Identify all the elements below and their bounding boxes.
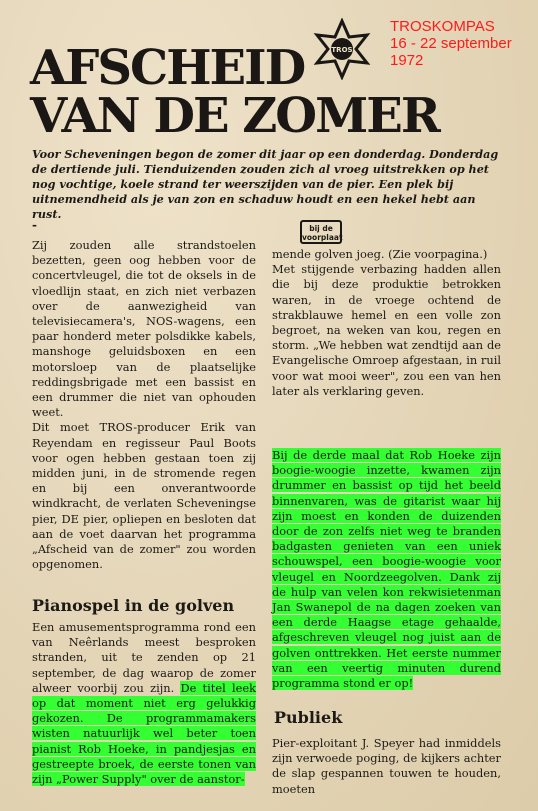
col2-highlighted-text: Bij de derde maal dat Rob Hoeke zijn boogie-woogie inzette, kwamen zijn drummer en bassist op tijd het beeld binnenvaren, was de gitarist waar hij zijn moest en konden de duizenden door de zon zelfs niet weg te branden badgasten genieten van een uniek schouwspel, een boogie-woogie voor vleugel en Noordzeegolven. Dank zij de hulp van velen kon rekwisietenman Jan Swanepol de na dagen zoeken van een derde Haagse etage gehaalde, afgeschreven vleugel nog juist aan de golven onttrekken. Het eerste nummer van een veertig minuten durend programma stond er op! [272, 448, 501, 691]
intro-dash: - [32, 218, 37, 232]
stamp-magazine: TROSKOMPAS [390, 18, 495, 35]
col2-paragraph-4: Pier-exploitant J. Speyer had inmiddels zijn verwoede poging, de kijkers achter de slap gespannen touwen te houden, moeten [272, 736, 501, 796]
column-1-bottom [32, 620, 256, 787]
column-2-top [272, 247, 501, 399]
intro-paragraph: Voor Scheveningen begon de zomer dit jaar op een donderdag. Donderdag de dertiende juli. Tienduizenden zouden zich al vroeg uitstrekken op het nog vochtige, koele strand ter weerszijden van de pier. Een plek bij uitnemendheid als je van zon en schaduw houdt en een hekel hebt aan rust. [32, 147, 499, 221]
column-1-top [32, 238, 256, 572]
badge-line-1: bij de [309, 224, 333, 233]
col1-paragraph-3: Een amusementsprogramma rond een van Neêrlands meest besproken stranden, uit te zenden op 21 september, de dag waarop de zomer alweer voorbij zou zijn. [32, 620, 256, 695]
col2-paragraph-1: mende golven joeg. (Zie voorpagina.) [272, 247, 488, 261]
col1-paragraph-1: Zij zouden alle strandstoelen bezetten, geen oog hebben voor de concertvleugel, die tot de oksels in de vloedlijn staat, en zich niet verbazen over de aanwezigheid van televisiecamera's, NOS-wagens, een paar honderd meter polsdikke kabels, manshoge geluidsboxen en een motorsloep van de plaatselijke reddingsbrigade met een bassist en een drummer die niet van ophouden weet. [32, 238, 256, 420]
subhead-pianospel: Pianospel in de golven [32, 596, 235, 615]
logo-text: TROS [331, 46, 353, 54]
stamp-year: 1972 [390, 52, 424, 69]
column-2-bottom [272, 736, 501, 797]
headline-line-1: AFSCHEID [30, 40, 305, 96]
bij-de-voorplaat-badge [300, 220, 342, 244]
stamp-dates: 16 - 22 september [390, 35, 512, 52]
headline-line-2: VAN DE ZOMER [30, 88, 439, 144]
column-2-highlight [272, 448, 501, 691]
col2-paragraph-2: Met stijgende verbazing hadden allen die bij deze produktie betrokken waren, in de vroege ochtend de strakblauwe hemel en een volle zon begroet, na weken van kou, regen en storm. „We hebben wat zendtijd aan de Evangelische Omroep afgestaan, in ruil voor wat mooi weer", zou een van hen later als verklaring geven. [272, 262, 501, 398]
subhead-publiek: Publiek [274, 708, 343, 727]
tros-star-logo [311, 18, 373, 80]
badge-line-2: voorplaat [302, 233, 343, 242]
source-stamp [390, 18, 512, 69]
col1-highlighted-text: De titel leek op dat moment niet erg gelukkig gekozen. De programmamakers wisten natuurlijk wel beter toen pianist Rob Hoeke, in pandjesjas en gestreepte broek, de eerste tonen van zijn „Power Supply" over de aanstor- [32, 680, 256, 787]
col1-paragraph-2: Dit moet TROS-producer Erik van Reyendam en regisseur Paul Boots voor ogen hebben gestaan toen zij midden juni, in de stromende regen en bij een onverantwoorde windkracht, de verlaten Scheveningse pier, DE pier, opliepen en besloten dat aan de voet daarvan het programma „Afscheid van de zomer" zou worden opgenomen. [32, 420, 256, 572]
